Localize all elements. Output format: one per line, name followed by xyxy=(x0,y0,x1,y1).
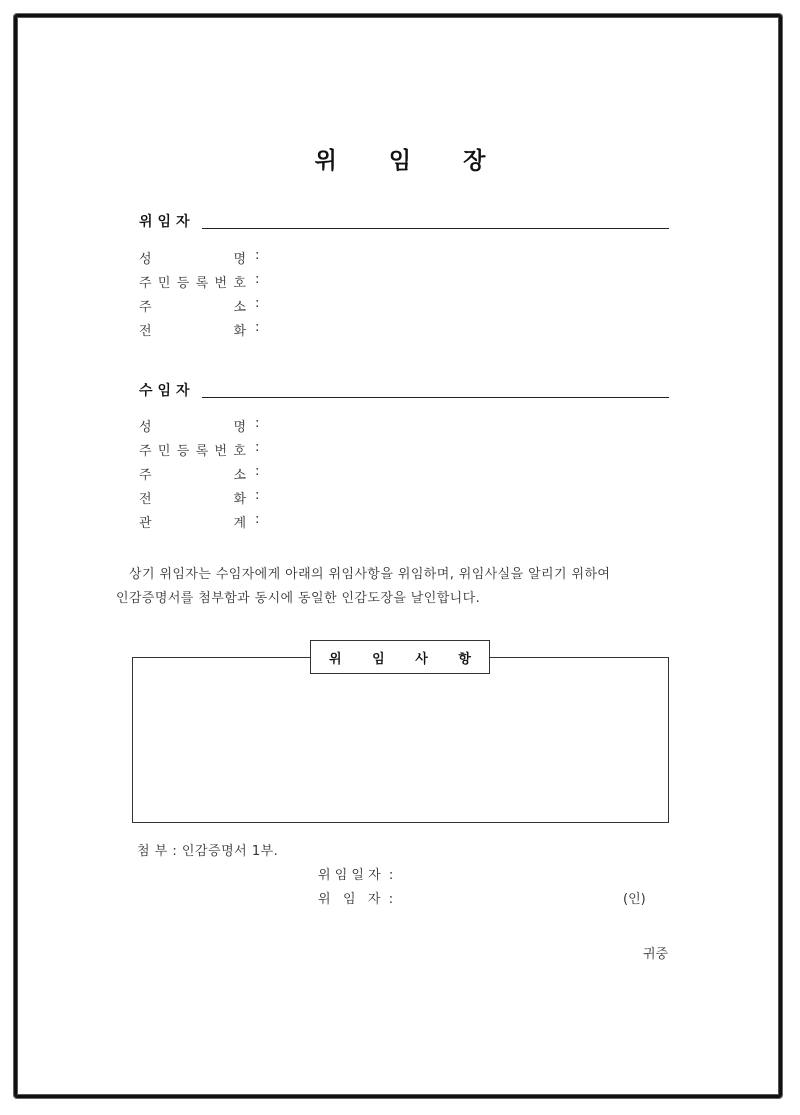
delegator-field-label xyxy=(139,272,246,291)
delegate-field-char: 민 xyxy=(157,444,171,459)
matters-title-char: 항 xyxy=(458,651,471,667)
attachment-line: 첨 부 : 인감증명서 1부. xyxy=(137,844,279,859)
delegate-field-value[interactable] xyxy=(270,510,660,530)
delegate-field-char: 계 xyxy=(233,516,246,531)
delegator-field-char: 호 xyxy=(233,276,246,291)
matters-title-char: 위 xyxy=(329,651,342,667)
delegator-field-char: 록 xyxy=(195,276,209,291)
recipient-label: 귀중 xyxy=(643,947,669,962)
delegate-heading: 수임자 xyxy=(139,383,195,399)
matters-title-char: 사 xyxy=(415,651,428,667)
delegate-field-label xyxy=(139,488,246,507)
delegate-field-char: 주 xyxy=(139,444,152,459)
delegator-signature-label: 위 임 자 : xyxy=(318,892,394,907)
delegator-field-char: 명 xyxy=(233,252,246,267)
delegate-field-char: 호 xyxy=(233,444,246,459)
delegate-field-label xyxy=(139,464,246,483)
delegate-field-char: 화 xyxy=(233,492,246,507)
delegate-field-char: 등 xyxy=(176,444,190,459)
delegation-matters-box[interactable] xyxy=(132,657,669,823)
delegate-field-char: 주 xyxy=(139,468,152,483)
delegator-field-char: 전 xyxy=(139,324,152,339)
delegate-field-value[interactable] xyxy=(270,414,660,434)
delegation-date-label: 위 임 일 자 : xyxy=(318,868,394,883)
delegate-field-value[interactable] xyxy=(270,438,660,458)
delegator-heading: 위임자 xyxy=(139,214,195,230)
delegator-field-value[interactable] xyxy=(270,246,660,266)
delegate-field-colon: : xyxy=(255,512,260,527)
delegator-field-label xyxy=(139,296,246,315)
document-border xyxy=(14,14,782,1098)
delegate-field-colon: : xyxy=(255,440,260,455)
delegate-field-colon: : xyxy=(255,488,260,503)
delegate-field-char: 록 xyxy=(195,444,209,459)
delegator-field-value[interactable] xyxy=(270,270,660,290)
delegate-field-char: 성 xyxy=(139,420,152,435)
matters-title-char: 임 xyxy=(372,651,385,667)
delegate-field-label xyxy=(139,440,246,459)
delegator-field-colon: : xyxy=(255,296,260,311)
delegation-matters-title xyxy=(310,640,490,674)
delegator-field-char: 주 xyxy=(139,300,152,315)
delegator-field-char: 민 xyxy=(157,276,171,291)
delegate-field-label xyxy=(139,512,246,531)
delegator-field-label xyxy=(139,320,246,339)
delegate-field-char: 관 xyxy=(139,516,152,531)
delegator-field-label xyxy=(139,248,246,267)
delegate-field-char: 명 xyxy=(233,420,246,435)
delegator-field-colon: : xyxy=(255,272,260,287)
delegator-heading-line xyxy=(202,228,669,229)
delegator-field-char: 주 xyxy=(139,276,152,291)
delegator-field-char: 성 xyxy=(139,252,152,267)
delegate-field-char: 번 xyxy=(214,444,228,459)
delegator-field-colon: : xyxy=(255,248,260,263)
statement-line-1: 상기 위임자는 수임자에게 아래의 위임사항을 위임하며, 위임사실을 알리기 위하여 xyxy=(129,567,611,582)
delegator-field-value[interactable] xyxy=(270,294,660,314)
delegate-field-value[interactable] xyxy=(270,462,660,482)
delegator-field-char: 화 xyxy=(233,324,246,339)
delegator-field-char: 등 xyxy=(176,276,190,291)
delegator-field-value[interactable] xyxy=(270,318,660,338)
delegate-field-colon: : xyxy=(255,416,260,431)
delegate-field-label xyxy=(139,416,246,435)
delegate-field-colon: : xyxy=(255,464,260,479)
delegate-field-char: 전 xyxy=(139,492,152,507)
delegate-field-char: 소 xyxy=(233,468,246,483)
seal-mark: (인) xyxy=(623,892,646,907)
delegate-field-value[interactable] xyxy=(270,486,660,506)
statement-line-2: 인감증명서를 첨부함과 동시에 동일한 인감도장을 날인합니다. xyxy=(116,591,481,606)
document-title: 위 임 장 xyxy=(314,148,508,174)
delegator-field-char: 번 xyxy=(214,276,228,291)
delegator-field-colon: : xyxy=(255,320,260,335)
delegate-heading-line xyxy=(202,397,669,398)
delegator-field-char: 소 xyxy=(233,300,246,315)
